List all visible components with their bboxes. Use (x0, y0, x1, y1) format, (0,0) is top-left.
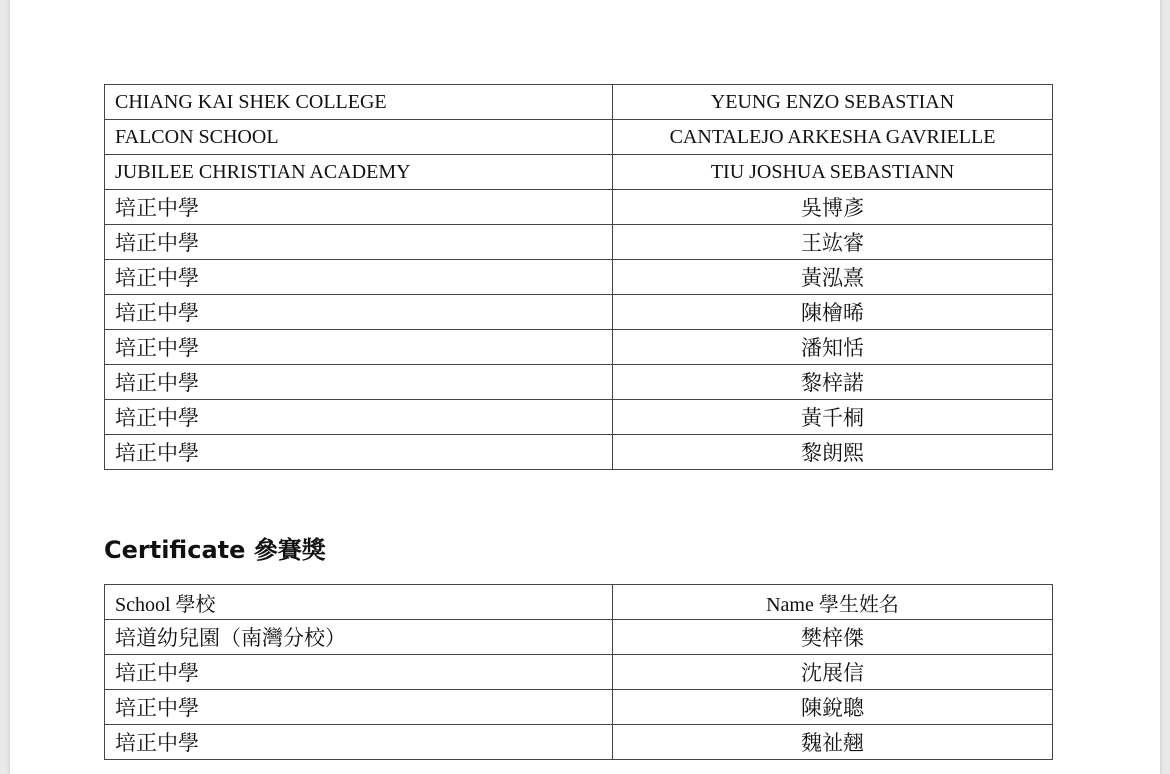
table-row (105, 120, 1053, 155)
table-row (105, 155, 1053, 190)
student-name-cell: 王竑睿 (613, 225, 1053, 260)
school-cell: 培正中學 (105, 725, 613, 760)
student-name-cell: 潘知恬 (613, 330, 1053, 365)
school-cell: 培正中學 (105, 400, 613, 435)
document-page (10, 0, 1160, 774)
table-row (105, 435, 1053, 470)
student-name-cell: 沈展信 (613, 655, 1053, 690)
student-name-cell: 樊梓傑 (613, 620, 1053, 655)
student-name-cell: 黃泓熹 (613, 260, 1053, 295)
table-row (105, 620, 1053, 655)
table-row (105, 225, 1053, 260)
table-row (105, 400, 1053, 435)
table-row (105, 690, 1053, 725)
school-cell: 培正中學 (105, 435, 613, 470)
school-cell: JUBILEE CHRISTIAN ACADEMY (105, 155, 613, 190)
certificate-heading: Certificate 參賽獎 (104, 536, 326, 564)
school-cell: 培正中學 (105, 365, 613, 400)
table-row (105, 85, 1053, 120)
student-name-cell: 吳博彥 (613, 190, 1053, 225)
school-cell: 培正中學 (105, 190, 613, 225)
results-table (104, 84, 1053, 470)
student-name-cell: CANTALEJO ARKESHA GAVRIELLE (613, 120, 1053, 155)
school-cell: FALCON SCHOOL (105, 120, 613, 155)
student-name-cell: 黎朗熙 (613, 435, 1053, 470)
student-name-cell: 黃千桐 (613, 400, 1053, 435)
student-name-cell: TIU JOSHUA SEBASTIANN (613, 155, 1053, 190)
school-cell: 培正中學 (105, 330, 613, 365)
table-header-row (105, 585, 1053, 620)
school-cell: 培正中學 (105, 655, 613, 690)
table-row (105, 330, 1053, 365)
school-cell: CHIANG KAI SHEK COLLEGE (105, 85, 613, 120)
school-column-header: School 學校 (105, 585, 613, 620)
table-row (105, 725, 1053, 760)
school-cell: 培正中學 (105, 690, 613, 725)
school-cell: 培正中學 (105, 260, 613, 295)
table-row (105, 260, 1053, 295)
student-name-cell: YEUNG ENZO SEBASTIAN (613, 85, 1053, 120)
table-row (105, 365, 1053, 400)
name-column-header: Name 學生姓名 (613, 585, 1053, 620)
student-name-cell: 黎梓諾 (613, 365, 1053, 400)
table-row (105, 655, 1053, 690)
student-name-cell: 陳檜晞 (613, 295, 1053, 330)
school-cell: 培正中學 (105, 295, 613, 330)
table-row (105, 190, 1053, 225)
school-cell: 培正中學 (105, 225, 613, 260)
table-row (105, 295, 1053, 330)
student-name-cell: 魏祉翹 (613, 725, 1053, 760)
school-cell: 培道幼兒園（南灣分校） (105, 620, 613, 655)
certificate-table (104, 584, 1053, 760)
student-name-cell: 陳銳聰 (613, 690, 1053, 725)
